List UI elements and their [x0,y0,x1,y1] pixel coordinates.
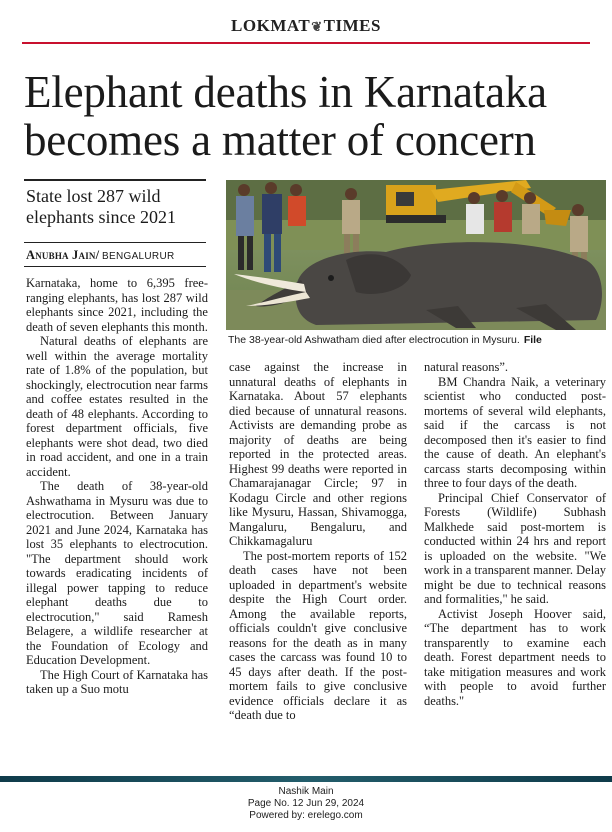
footer-page-info: Page No. 12 Jun 29, 2024 [247,798,365,809]
lion-emblem-icon: ❦ [311,19,323,34]
masthead-title-left: LOKMAT [231,16,311,35]
headline-line-2: becomes a matter of concern [24,115,536,165]
masthead-rule [22,42,590,44]
subhead-rule-top [24,179,206,181]
paragraph: Natural deaths of elephants are well within the average mortality rate of 1.8% of the population, but shockingly, electrocution near farms and coffee estates resulted in the death of 48 elephants. According to forest department officials, five elephants were shot dead, two died in road accident, and one in a train accident. [26,334,208,479]
article-column-1 [26,276,208,697]
elephant-photo-illustration [226,180,606,330]
paragraph: Activist Joseph Hoover said, “The department has to work transparently to examine each death. Forest department needs to take mitigation measures and work with people to avoid further deaths." [424,606,606,708]
masthead [0,8,612,42]
byline-location: BENGALURUR [102,251,175,262]
subhead: State lost 287 wild elephants since 2021 [26,186,176,227]
footer-band [0,776,612,782]
footer [0,786,612,822]
article-column-3 [424,360,606,708]
paragraph: case against the increase in unnatural deaths of elephants in Karnataka. About 57 elephants died because of unnatural reasons. Activists are demanding probe as majority of deaths are being reported in the protected areas. Highest 99 deaths were reported in Chamarajanagar Circle; 97 in Kodagu Circle and other regions like Mysuru, Hassan, Shivamogga, Mangaluru, Bengaluru, and Chikkamagaluru [229,360,407,548]
masthead-title [0,16,612,36]
paragraph: The post-mortem reports of 152 death cases have not been uploaded in department's website despite the High Court order. Among the available reports, officials couldn't give conclusive reasons for the death as in many cases the carcass was found 10 to 45 days after death. If the post-mortem fails to give conclusive evidence officials declare it as “death due to [229,548,407,722]
footer-edition: Nashik Main [278,786,334,797]
byline-rule [24,266,206,267]
footer-powered-by[interactable]: Powered by: erelego.com [249,810,363,821]
headline-line-1: Elephant deaths in Karnataka [24,67,547,117]
masthead-title-right: TIMES [323,16,381,35]
paragraph: Karnataka, home to 6,395 free-ranging elephants, has lost 287 wild elephants since 2021, including the death of seven elephants this month. [26,276,208,334]
paragraph: Principal Chief Conservator of Forests (Wildlife) Subhash Malkhede said post-mortem is conducted within 24 hrs and report is uploaded on the website. "We work in a transparent manner. Delay might be due to technical reasons and formalities," he said. [424,490,606,606]
article-photo [226,180,606,330]
subhead-rule-bottom [24,242,206,243]
byline-author: Anubha Jain/ [26,248,100,262]
headline [24,68,604,164]
caption-text: The 38-year-old Ashwatham died after electrocution in Mysuru. [228,334,520,346]
paragraph: The High Court of Karnataka has taken up a Suo motu [26,667,208,696]
paragraph: BM Chandra Naik, a veterinary scientist who conducted post-mortems of several wild elephants, said if the carcass is not decomposed then it's easier to find the cause of death. An elephant's carcass starts decomposing within three to four days of the death. [424,374,606,490]
byline [26,248,206,263]
article-column-2 [229,360,407,723]
paragraph: natural reasons”. [424,360,508,374]
photo-caption [228,334,610,346]
paragraph: The death of 38-year-old Ashwathama in Mysuru was due to electrocution. Between January 2021 and June 2024, Karnataka has lost 35 elephants to electrocution. "The department should work towards eradicating incidents of illegal power tapping to reduce elephant deaths due to electrocution," said Ramesh Belagere, a wildlife researcher at the Foundation of Ecology and Education Development. [26,479,208,667]
caption-credit: File [523,334,542,346]
